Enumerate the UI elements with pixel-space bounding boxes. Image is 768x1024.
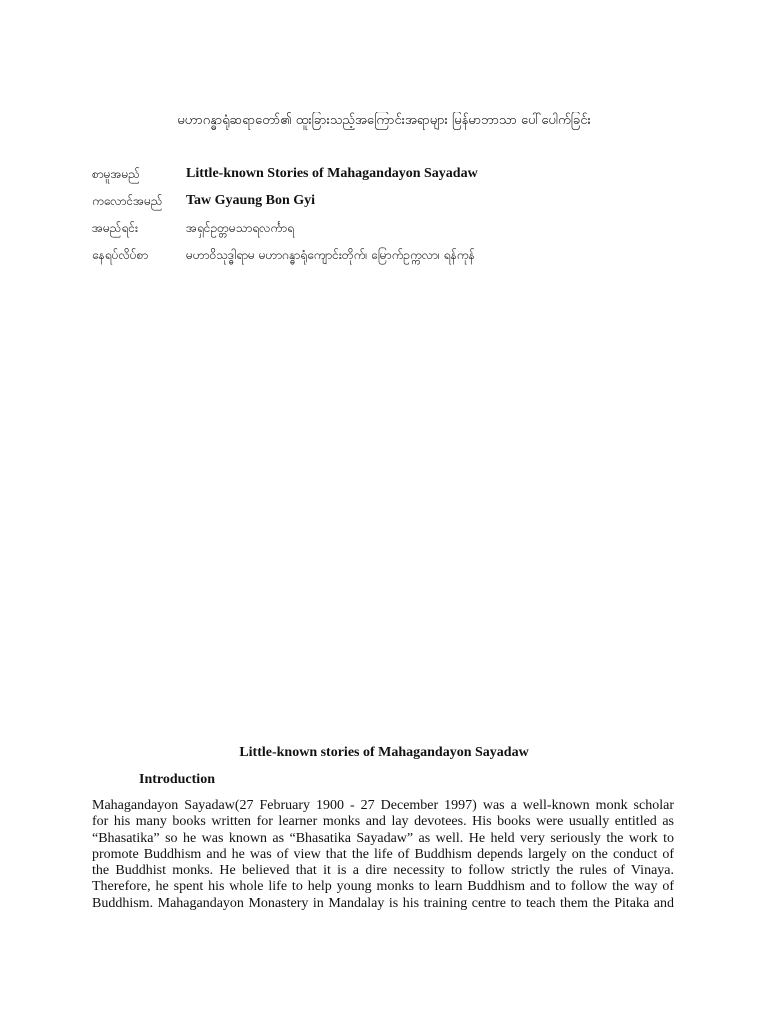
metadata-value-address: မဟာဝိသုဒ္ဓါရာမ မဟာဂန္ဓာရုံကျောင်းတိုက်၊ မြောက်ဥက္ကလာ၊ ရန်ကုန် <box>186 248 475 262</box>
section-heading-introduction: Introduction <box>139 772 215 787</box>
document-heading: Little-known stories of Mahagandayon Sayadaw <box>239 745 529 760</box>
metadata-row-real-name <box>92 220 692 247</box>
introduction-paragraph <box>92 798 674 912</box>
paragraph-line: “Bhasatika” so he was known as “Bhasatika Sayadaw” as well. He held very seriously the work to <box>92 830 674 846</box>
metadata-row-title <box>92 166 692 193</box>
metadata-value-real-name: အရှင်ဥတ္တမသာရလင်္ကာရ <box>186 221 294 235</box>
paragraph-line: promote Buddhism and he was of view that the life of Buddhism depends largely on the conduct of <box>92 846 674 862</box>
metadata-row-address <box>92 247 692 274</box>
metadata-label: နေရပ်လိပ်စာ <box>92 248 149 262</box>
metadata-label: စာမူအမည် <box>92 167 141 181</box>
metadata-value-title: Little-known Stories of Mahagandayon Sayadaw <box>186 166 478 181</box>
metadata-label: အမည်ရင်း <box>92 221 139 235</box>
paragraph-line: Therefore, he spent his whole life to help young monks to learn Buddhism and to follow the way of <box>92 879 674 895</box>
metadata-row-pen-name <box>92 193 692 220</box>
paragraph-line: for his many books written for learner monks and lay devotees. His books were usually entitled as <box>92 814 674 830</box>
metadata-label: ကလောင်အမည် <box>92 194 163 208</box>
metadata-table <box>92 166 692 274</box>
metadata-value-pen-name: Taw Gyaung Bon Gyi <box>186 193 316 208</box>
paragraph-line: Mahagandayon Sayadaw(27 February 1900 - 27 December 1997) was a well-known monk scholar <box>92 798 674 813</box>
myanmar-title: မဟာဂန္ဓာရုံဆရာတော်၏ ထူးခြားသည့်အကြောင်းအရာများ မြန်မာဘာသာ ပေါ်ပေါက်ခြင်း <box>177 113 591 128</box>
paragraph-line: Buddhism. Mahagandayon Monastery in Mandalay is his training centre to teach them the Pitaka and <box>92 895 674 911</box>
paragraph-line: the Buddhist monks. He believed that it is a dire necessity to follow strictly the rules of Vinaya. <box>92 863 674 879</box>
